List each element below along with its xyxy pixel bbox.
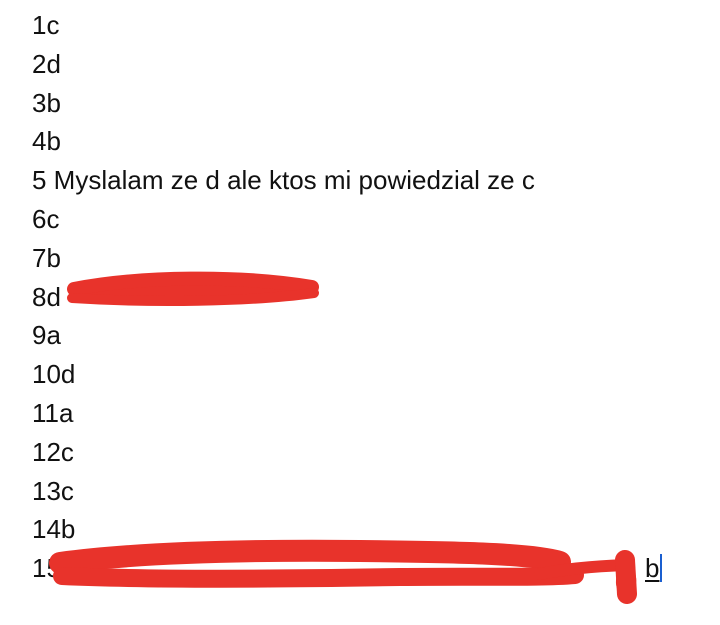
text-cursor-position[interactable] (645, 549, 662, 588)
answer-line-1[interactable] (32, 6, 700, 45)
answer-text: 1c (32, 10, 60, 40)
answer-line-15[interactable] (32, 549, 700, 588)
answer-line-10[interactable] (32, 355, 700, 394)
answer-text: 13c (32, 475, 74, 506)
answer-text: 7b (32, 242, 61, 273)
answer-line-7[interactable] (32, 239, 700, 278)
answer-line-13[interactable] (32, 472, 700, 511)
answer-line-14[interactable] (32, 510, 700, 549)
answer-line-5[interactable] (32, 161, 700, 200)
answer-line-3[interactable] (32, 84, 700, 123)
document-body[interactable] (32, 6, 700, 588)
answer-line-6[interactable] (32, 200, 700, 239)
answer-text: 6c (32, 203, 60, 234)
cursor-character: b (645, 553, 660, 583)
answer-line-12[interactable] (32, 433, 700, 472)
answer-line-8[interactable] (32, 278, 700, 317)
answer-line-11[interactable] (32, 394, 700, 433)
answer-text: 12c (32, 436, 74, 467)
answer-line-9[interactable] (32, 316, 700, 355)
answer-text: 11a (32, 397, 74, 428)
answer-text: 2d (32, 48, 61, 79)
text-caret (660, 554, 662, 582)
answer-line-2[interactable] (32, 45, 700, 84)
answer-text: 9a (32, 320, 61, 351)
answer-text: 14b (32, 514, 76, 545)
answer-text: 10d (32, 359, 76, 390)
answer-line-4[interactable] (32, 122, 700, 161)
answer-text: 15 (32, 553, 61, 584)
answer-text: 4b (32, 126, 61, 157)
answer-text: 5 Myslalam ze d ale ktos mi powiedzial ze c (32, 165, 535, 196)
answer-text: 3b (32, 87, 61, 118)
answer-text: 8d (32, 281, 61, 312)
